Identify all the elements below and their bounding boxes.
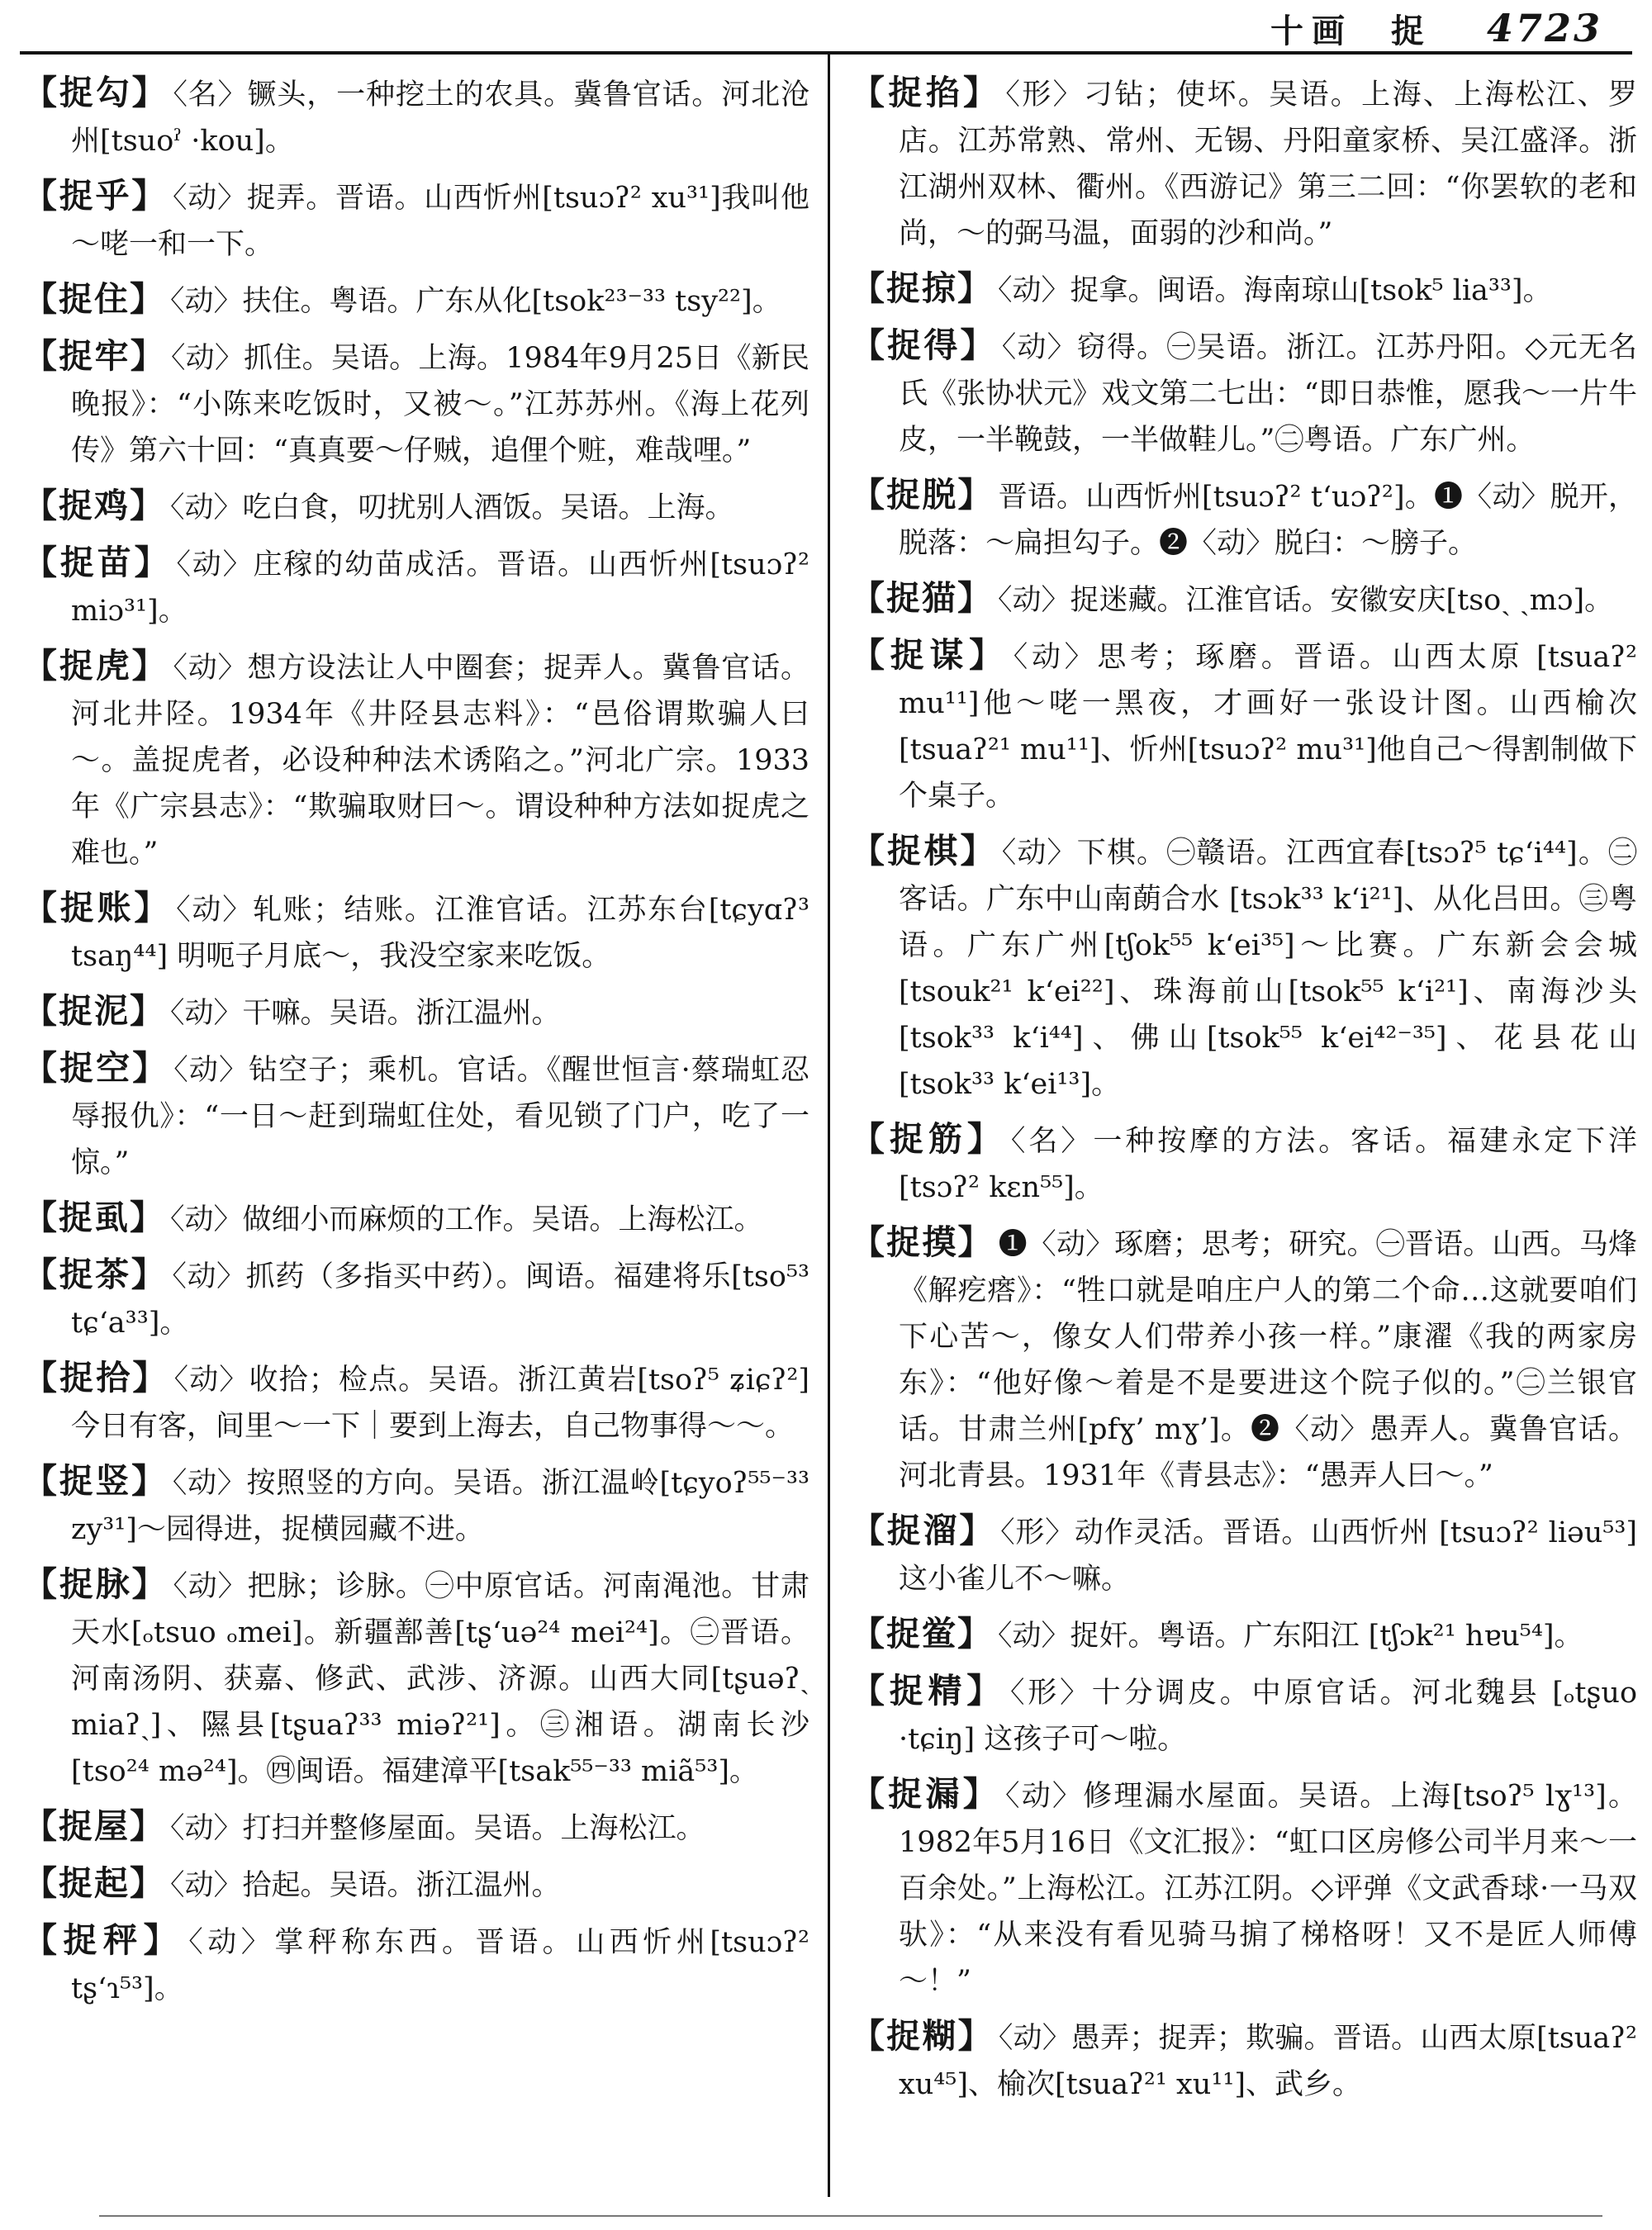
entry-headword: 【捉脱】 (851, 475, 994, 515)
entry-body: 〈动〉打扫并整修屋面。吴语。上海松江。 (170, 1812, 705, 1845)
entry-body: 〈动〉拾起。吴语。浙江温州。 (170, 1869, 561, 1902)
dictionary-entry (851, 828, 1637, 1108)
dictionary-entry (851, 632, 1637, 819)
entry-headword: 【捉乎】 (23, 176, 168, 216)
entry-headword: 【捉脉】 (23, 1564, 169, 1604)
dictionary-entry (851, 1219, 1637, 1499)
entry-headword: 【捉牢】 (23, 336, 166, 376)
entry-body: 〈动〉庄稼的幼苗成活。晋语。山西忻州[tsuɔʔ² miɔ³¹]。 (71, 548, 810, 628)
dictionary-entry (851, 1771, 1637, 2005)
dictionary-entry (23, 1194, 809, 1243)
entry-body: 〈动〉钻空子；乘机。官话。《醒世恒言·蔡瑞虹忍辱报仇》：“一日～赶到瑞虹住处，看见锁了门户，吃了一惊。” (71, 1054, 809, 1179)
entry-headword: 【捉起】 (23, 1863, 165, 1903)
entry-headword: 【捉精】 (851, 1671, 1006, 1710)
head-character-label: 捉 (1390, 11, 1432, 50)
dictionary-entry (23, 276, 809, 325)
entry-headword: 【捉虱】 (23, 1198, 165, 1237)
entry-headword: 【捉拾】 (23, 1358, 169, 1397)
entry-headword: 【捉苗】 (23, 543, 172, 582)
dictionary-entry (851, 265, 1637, 314)
dictionary-entry (851, 1668, 1637, 1763)
entry-headword: 【捉得】 (851, 325, 997, 365)
entry-body: 〈动〉掌秤称东西。晋语。山西忻州[tsuɔʔ² tʂ‘ɿ⁵³]。 (71, 1926, 810, 2005)
column-left (23, 69, 809, 2020)
page-number: 4723 (1486, 6, 1602, 50)
entry-body: 〈动〉捉弄。晋语。山西忻州[tsuɔʔ² xu³¹]我叫他～咾一和一下。 (71, 182, 809, 261)
dictionary-entry (851, 322, 1637, 463)
column-right (851, 69, 1637, 2116)
entry-body: 〈动〉收拾；检点。吴语。浙江黄岩[tsoʔ⁵ ʑiɕʔ²] 今日有客，间里～一下｜要到上海去，自己物事得～～。 (71, 1364, 810, 1443)
dictionary-entry (23, 885, 809, 980)
entry-body: 〈形〉刁钻；使坏。吴语。上海、上海松江、罗店。江苏常熟、常州、无锡、丹阳童家桥、吴江盛泽。浙江湖州双林、衢州。《西游记》第三二回：“你罢软的老和尚，～的弼马温，面弱的沙和尚。” (899, 78, 1637, 250)
entry-headword: 【捉猫】 (851, 578, 993, 618)
dictionary-entry (23, 1355, 809, 1450)
entry-headword: 【捉账】 (23, 888, 172, 928)
dictionary-entry (23, 482, 809, 531)
dictionary-entry (851, 2013, 1637, 2108)
dictionary-entry (23, 1251, 809, 1346)
entry-headword: 【捉棋】 (851, 831, 997, 871)
entry-headword: 【捉谋】 (851, 635, 1009, 675)
entry-body: 〈动〉捉拿。闽语。海南琼山[tsok⁵ lia³³]。 (998, 274, 1552, 307)
entry-headword: 【捉泥】 (23, 991, 165, 1031)
header-rule (20, 51, 1632, 55)
dictionary-entry (23, 69, 809, 164)
dictionary-entry (23, 1561, 809, 1795)
entry-body: 〈动〉思考；琢磨。晋语。山西太原 [tsuaʔ² mu¹¹]他～咾一黑夜，才画好一张设计图。山西榆次[tsuaʔ²¹ mu¹¹]、忻州[tsuɔʔ² mu³¹]他自己～得割制做下个桌子。 (899, 641, 1638, 813)
entry-headword: 【捉糊】 (851, 2016, 994, 2056)
entry-headword: 【捉住】 (23, 279, 165, 319)
dictionary-entry (851, 1611, 1637, 1659)
entry-headword: 【捉漏】 (851, 1774, 1000, 1814)
entry-headword: 【捉摸】 (851, 1222, 994, 1262)
entry-body: 〈动〉捉迷藏。江淮官话。安徽安庆[tsoˏ ˏmɔ]。 (998, 584, 1614, 617)
entry-headword: 【捉屋】 (23, 1806, 165, 1846)
entry-body: 〈动〉吃白食，叨扰别人酒饭。吴语。上海。 (170, 491, 734, 524)
dictionary-entry (23, 1803, 809, 1852)
entry-headword: 【捉掐】 (851, 73, 1001, 112)
entry-body: 〈名〉镢头，一种挖土的农具。冀鲁官话。河北沧州[tsuoˀ ·kou]。 (71, 78, 809, 158)
entry-body: 〈形〉动作灵活。晋语。山西忻州 [tsuɔʔ² liəu⁵³] 这小雀儿不～嘛。 (899, 1516, 1638, 1596)
entry-body: 〈动〉窃得。㊀吴语。浙江。江苏丹阳。◇元无名氏《张协状元》戏文第二七出：“即日恭惟，愿我～一片牛皮，一半鞔鼓，一半做鞋儿。”㊁粤语。广东广州。 (899, 331, 1637, 457)
dictionary-entry (851, 472, 1637, 567)
entry-body: ❶〈动〉琢磨；思考；研究。㊀晋语。山西。马烽《解疙瘩》：“牲口就是咱庄户人的第二个命…这就要咱们下心苦～，像女人们带养小孩一样。”康濯《我的两家房东》：“他好像～着是不是要进这个院子似的。”㊁兰银官话。甘肃兰州[pfɣ’ mɣ’]。❷〈动〉愚弄人。冀鲁官话。河北青县。1931年《青县志》：“愚弄人曰～。” (899, 1228, 1637, 1492)
entry-body: 〈动〉修理漏水屋面。吴语。上海[tsoʔ⁵ lɣ¹³]。1982年5月16日《文汇报》：“虹口区房修公司半月来～一百余处。”上海松江。江苏江阴。◇评弹《文武香球·一马双驮》：“从来没有看见骑马掮了梯格呀！又不是匠人师傅～！” (899, 1780, 1638, 1998)
entry-headword: 【捉掠】 (851, 268, 993, 308)
entry-body: 〈动〉做细小而麻烦的工作。吴语。上海松江。 (170, 1203, 763, 1236)
dictionary-entry (23, 1045, 809, 1186)
entry-body: 〈名〉一种按摩的方法。客话。福建永定下洋[tsɔʔ² kɛn⁵⁵]。 (899, 1125, 1637, 1204)
entry-headword: 【捉竖】 (23, 1461, 168, 1501)
entry-body: 〈动〉愚弄；捉弄；欺骗。晋语。山西太原[tsuaʔ² xu⁴⁵]、榆次[tsuaʔ²¹ xu¹¹]、武乡。 (899, 2022, 1638, 2101)
dictionary-entry (851, 1507, 1637, 1602)
entry-body: 〈动〉按照竖的方向。吴语。浙江温岭[tɕyoʔ⁵⁵⁻³³ zy³¹]～园得进，捉横园藏不进。 (71, 1467, 810, 1546)
entry-headword: 【捉鲎】 (851, 1614, 993, 1654)
entry-headword: 【捉溜】 (851, 1511, 996, 1550)
entry-headword: 【捉茶】 (23, 1255, 168, 1294)
dictionary-entry (23, 643, 809, 876)
stroke-section-label: 十画 (1270, 11, 1353, 50)
dictionary-entry (851, 69, 1637, 257)
entry-headword: 【捉秤】 (23, 1920, 184, 1960)
dictionary-entry (23, 173, 809, 268)
entry-body: 〈动〉把脉；诊脉。㊀中原官话。河南渑池。甘肃天水[ₒtsuo ₒmei]。新疆鄯善[tʂ‘uə²⁴ mei²⁴]。㊁晋语。河南汤阴、获嘉、修武、武涉、济源。山西大同[tʂuəʔˏ miaʔˏ]、隰县[tʂuaʔ³³ miəʔ²¹]。㊂湘语。湖南长沙[tso²⁴ mə²⁴]。㊃闽语。福建漳平[tsak⁵⁵⁻³³ miã⁵³]。 (71, 1570, 809, 1788)
entry-headword: 【捉鸡】 (23, 486, 165, 525)
entry-body: 〈动〉扶住。粤语。广东从化[tsok²³⁻³³ tsy²²]。 (170, 285, 781, 318)
dictionary-entry (23, 539, 809, 634)
dictionary-entry (23, 988, 809, 1037)
entry-body: 〈动〉抓药（多指买中药）。闽语。福建将乐[tso⁵³ tɕ‘a³³]。 (71, 1260, 810, 1340)
entry-headword: 【捉空】 (23, 1048, 169, 1088)
dictionary-entry (23, 1860, 809, 1909)
dictionary-entry (23, 333, 809, 474)
entry-headword: 【捉筋】 (851, 1119, 1006, 1159)
entry-body: 〈形〉十分调皮。中原官话。河北魏县 [ₒtʂuo ·tɕiŋ] 这孩子可～啦。 (899, 1677, 1638, 1756)
entry-body: 〈动〉捉奸。粤语。广东阳江 [tʃɔk²¹ hɐu⁵⁴]。 (998, 1620, 1583, 1653)
entry-body: 〈动〉下棋。㊀赣语。江西宜春[tsɔʔ⁵ tɕ‘i⁴⁴]。㊁客话。广东中山南蓢合水 [tsɔk³³ k‘i²¹]、从化吕田。㊂粤语。广东广州[tʃok⁵⁵ k‘ei³⁵]～比赛。广东新会会城[tsouk²¹ k‘ei²²]、珠海前山[tsok⁵⁵ k‘i²¹]、南海沙头[tsok³³ k‘i⁴⁴]、佛山[tsok⁵⁵ k‘ei⁴²⁻³⁵]、花县花山 [tsok³³ k‘ei¹³]。 (899, 837, 1637, 1101)
column-divider-rule (828, 55, 830, 2197)
entry-body: 晋语。山西忻州[tsuɔʔ² t‘uɔʔ²]。❶〈动〉脱开，脱落：～扁担勾子。❷〈动〉脱臼：～膀子。 (899, 481, 1638, 560)
entry-body: 〈动〉轧账；结账。江淮官话。江苏东台[tɕyɑʔ³ tsaŋ⁴⁴] 明呃子月底～，我没空家来吃饭。 (71, 894, 810, 973)
page-header (0, 7, 1602, 50)
entry-headword: 【捉虎】 (23, 646, 169, 686)
dictionary-entry (851, 1116, 1637, 1211)
dictionary-entry (23, 1917, 809, 2012)
entry-headword: 【捉勾】 (23, 73, 169, 112)
entry-body: 〈动〉想方设法让人中圈套；捉弄人。冀鲁官话。河北井陉。1934年《井陉县志料》：“邑俗谓欺骗人曰～。盖捉虎者，必设种种法术诱陷之。”河北广宗。1933年《广宗县志》：“欺骗取财曰～。谓设种种方法如捉虎之难也。” (71, 652, 809, 870)
dictionary-entry (23, 1458, 809, 1553)
entry-body: 〈动〉抓住。吴语。上海。1984年9月25日《新民晚报》：“小陈来吃饭时，又被～。”江苏苏州。《海上花列传》第六十回：“真真要～仔贼，追俚个赃，难哉哩。” (71, 342, 809, 467)
entry-body: 〈动〉干嘛。吴语。浙江温州。 (170, 997, 561, 1030)
bottom-rule (99, 2215, 1602, 2217)
dictionary-entry (851, 575, 1637, 624)
